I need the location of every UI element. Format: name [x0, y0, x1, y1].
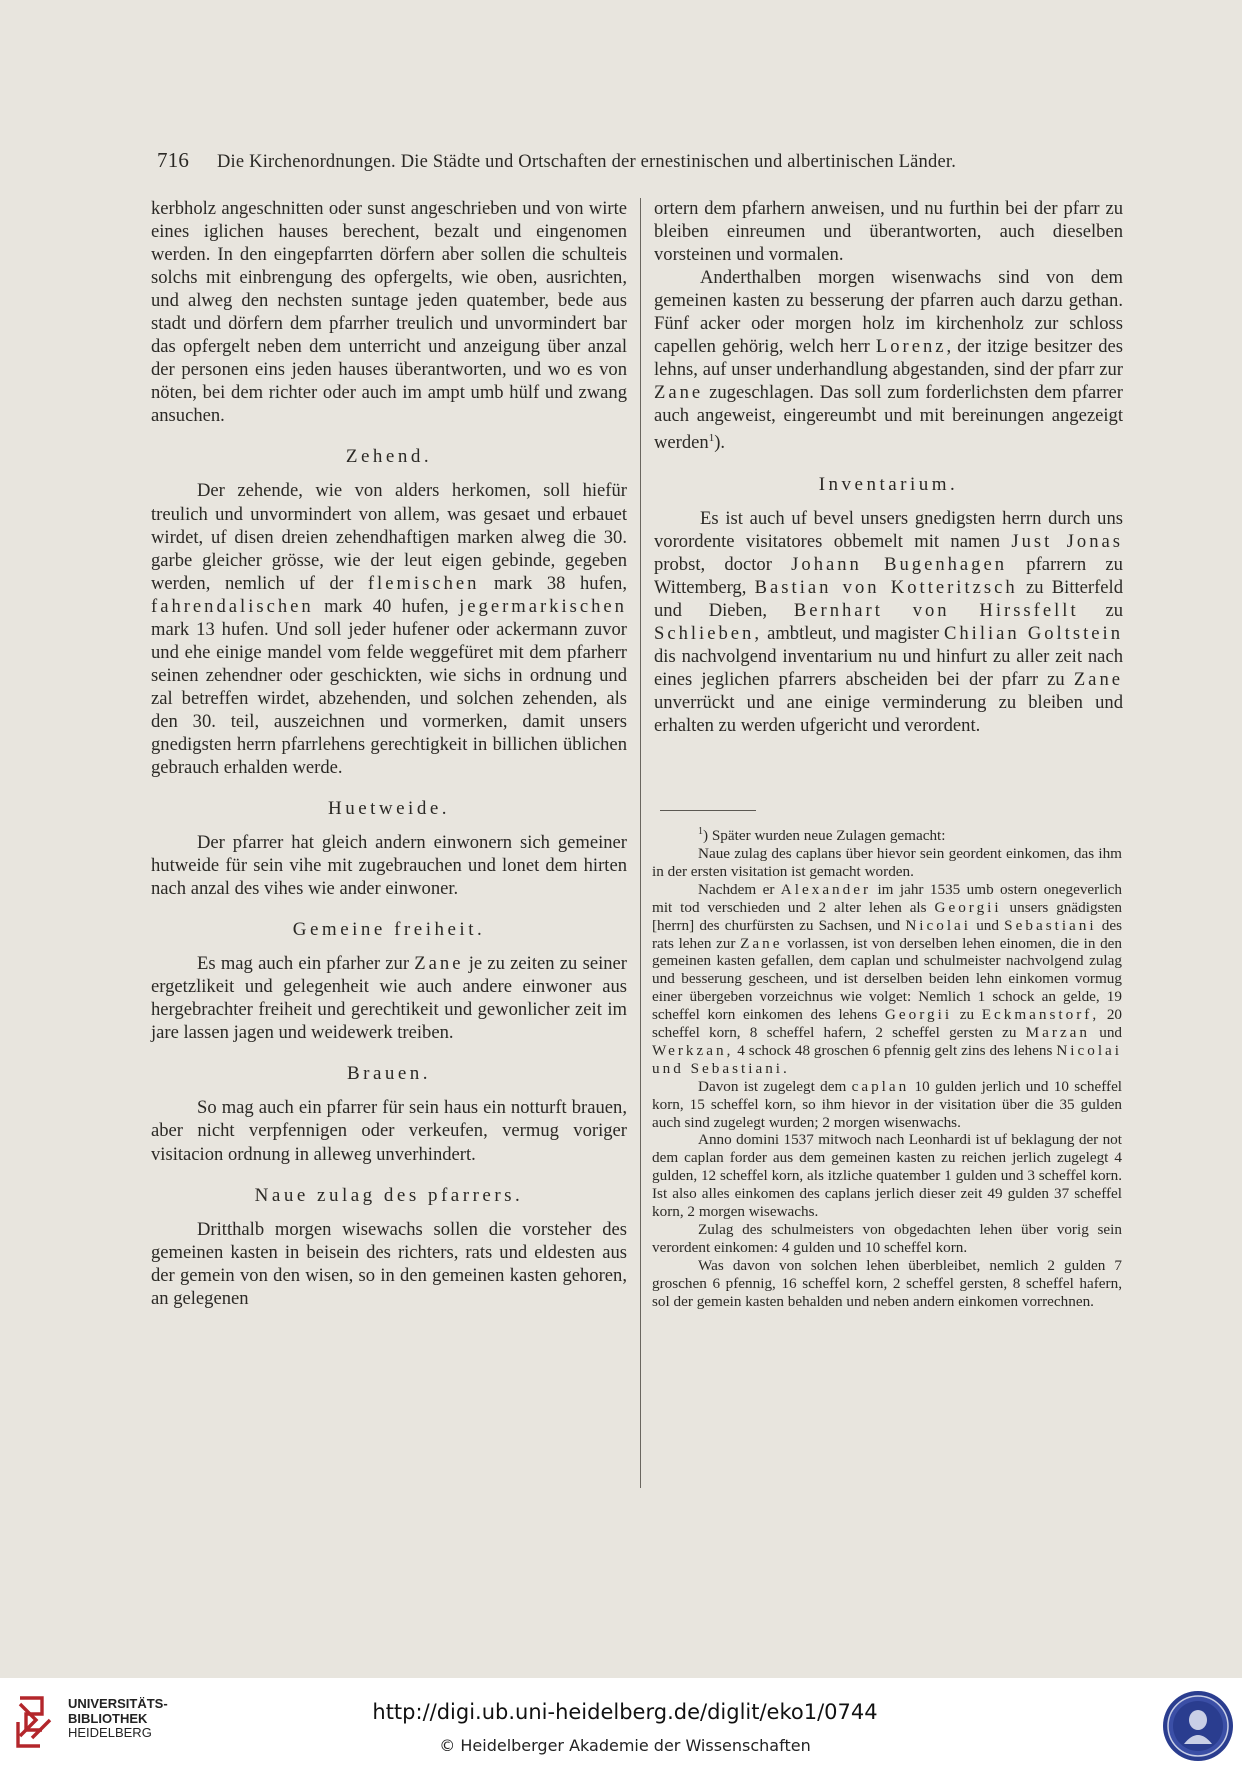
logo-line: BIBLIOTHEK	[68, 1710, 148, 1726]
right-column	[654, 197, 1123, 737]
footnote-line: Nachdem er Alexander im jahr 1535 umb ostern onegeverlich mit tod verschieden und 2 alter lehen als Georgii unsers gnädigsten [herrn] des churfürsten zu Sachsen, und Nicolai und Sebastiani des rats lehen zur Zane vorlassen, ist von derselben lehen einomen, die in den gemeinen kasten gefallen, dem caplan und schulmeister nachvolgend zulag und besserung gescheen, und ist derselben beiden lehn einkomen vormug einer übergeben vorzeichnus wie volget: Nemlich 1 schock an gelde, 19 scheffel korn einkomen des lehens Georgii zu Eckmanstorf, 20 scheffel korn, 8 scheffel hafern, 2 scheffel gersten zu Marzan und Werkzan, 4 schock 48 groschen 6 pfennig gelt zins des lehens Nicolai und Sebastiani.	[652, 880, 1123, 1077]
column-divider	[640, 198, 641, 1488]
footnote-block	[652, 823, 1122, 1311]
paragraph: Es mag auch ein pfarher zur Zane je zu zeiten zu seiner ergetzlikeit und gelegenheit wie auch andere einwoner aus hergebrachter freiheit und gerechtikeit und gewonlicher zeit im jare lassen jagen und weidewerk treiben.	[151, 953, 627, 1044]
footnote-line: Naue zulag des caplans über hievor sein geordent einkomen, das ihm in der ersten visitation ist gemacht worden.	[652, 844, 1122, 880]
paragraph: Anderthalben morgen wisenwachs sind von dem gemeinen kasten zu besserung der pfarren auch darzu gethan. Fünf acker oder morgen holz im kirchenholz zur schloss capellen gehörig, welch herr Lorenz, der itzige besitzer des lehns, auf unser underhandlung abgestanden, sind der pfarr zur Zane zugeschlagen. Das soll zum forderlichsten dem pfarrer auch angeweist, eingereumbt und mit bereinungen angezeigt werden$^1$).	[654, 267, 1123, 454]
permalink[interactable]: http://digi.ub.uni-heidelberg.de/diglit/eko1/0744	[372, 1700, 878, 1724]
left-column	[151, 197, 627, 1310]
paragraph: Dritthalb morgen wisewachs sollen die vorsteher des gemeinen kasten in beisein des richters, rats und eldesten aus der gemein von den wisen, so in den gemeinen kasten gehoren, an gelegenen	[151, 1218, 627, 1309]
paragraph: Der pfarrer hat gleich andern einwonern sich gemeiner hutweide für sein vihe mit zugebrauchen und lonet dem hirten nach anzal des vihes wie ander einwoner.	[151, 832, 627, 900]
paragraph: Der zehende, wie von alders herkomen, soll hiefür treulich und unvormindert von allem, was gesaet und erbauet wirdet, uf disen dreien zehendhaftigen marken alweg die 30. garbe gleicher grösse, wie der leut eigen gebinde, gegeben werden, nemlich uf der flemischen mark 38 hufen, fahrendalischen mark 40 hufen, jegermarkischen mark 13 hufen. Und soll jeder hufener oder ackermann zuvor und ehe einige mandel vom felde weggefüret mit dem pfarherr seinen zehendner oder geschickten, wie sichs in ordnung und zal betreffen wirdet, abzehenden, und solchen zehenden, als den 30. teil, auszeichnen und vormerken, damit unsers gnedigsten herrn pfarrlehens gerechtigkeit in billichen üblichen gebrauch erhalden werde.	[151, 480, 627, 779]
section-heading-freiheit: Gemeine freiheit.	[292, 919, 486, 941]
footnote-line: Zulag des schulmeisters von obgedachten lehen über vorig sein verordent einkomen: 4 gulden und 10 scheffel korn.	[652, 1221, 1122, 1256]
footnote-line: $^1$) Später wurden neue Zulagen gemacht:	[698, 826, 946, 845]
logo-line: UNIVERSITÄTS-	[68, 1696, 168, 1711]
section-heading-inventarium: Inventarium.	[818, 473, 959, 495]
footnote-line: Was davon von solchen lehen überbleibet, nemlich 2 gulden 7 groschen 6 pfennig, 16 scheffel korn, 2 scheffel gersten, 8 scheffel hafern, sol der gemein kasten behalden und neben andern einkomen vorrechnen.	[652, 1256, 1122, 1310]
copyright-notice: © Heidelberger Akademie der Wissenschaften	[439, 1736, 811, 1755]
footnote-line: Anno domini 1537 mitwoch nach Leonhardi ist uf beklagung der not dem caplan forder aus dem gemeinen kasten zu reichen jerlich zugelegt 4 gulden, 12 scheffel korn, als itzliche quatember 1 gulden und 3 scheffel korn. Ist also alles einkomen des caplans jerlich dieser zeit 49 gulden 37 scheffel korn, 2 morgen wisewachs.	[652, 1131, 1122, 1221]
footnote-line: Davon ist zugelegt dem caplan 10 gulden jerlich und 10 scheffel korn, 15 scheffel korn, so ihm hievor in der visitation über die 35 gulden auch sind zugelegt wurden; 2 morgen wisenwachs.	[652, 1077, 1123, 1131]
ub-heidelberg-logo-icon[interactable]	[12, 1692, 60, 1752]
academy-seal-icon[interactable]	[1160, 1688, 1236, 1764]
section-heading-zehend: Zehend.	[345, 446, 433, 468]
section-heading-huetweide: Huetweide.	[327, 798, 451, 820]
running-header	[157, 148, 1070, 173]
paragraph: Es ist auch uf bevel unsers gnedigsten herrn durch uns vorordente visitatores obbemelt mit namen Just Jonas probst, doctor Johann Bugenhagen pfarrern zu Wittemberg, Bastian von Kotteritzsch zu Bitterfeld und Dieben, Bernhart von Hirssfellt zu Schlieben, ambtleut, und magister Chilian Goltstein dis nachvolgend inventarium nu und hinfurt zu aller zeit nach eines jeglichen pfarrers abscheiden bei der pfarr zu Zane unverrückt und ane einige verminderung zu bleiben und erhalten zu werden ufgericht und verordent.	[654, 507, 1124, 737]
section-heading-brauen: Brauen.	[346, 1063, 432, 1085]
paragraph: kerbholz angeschnitten oder sunst angeschrieben und von wirte eines iglichen hauses berechent, bezalt und eingenomen werden. In den eingepfarrten dörfern aber sollen die schulteis solchs mit einbrengung des opfergelts, wie oben, ausrichten, und alweg den nechsten suntage jeden quatember, bede aus stadt und dörfern dem pfarrher treulich und unvormindert bar das opfergelt neben dem unterricht und anzeigung über anzal der personen eins jeden hauses überantworten, und wo es von nöten, bei dem richter oder auch im ampt umb hülf und zwang ansuchen.	[151, 198, 627, 427]
footnote-separator	[660, 810, 756, 811]
library-logo-text[interactable]	[68, 1697, 198, 1741]
page-number: 716	[157, 148, 190, 172]
paragraph: ortern dem pfarhern anweisen, und nu furthin bei der pfarr zu bleiben einreumen und überantworten, auch dieselben vorsteinen und vormalen.	[654, 198, 1123, 266]
section-heading-naue-zulag: Naue zulag des pfarrers.	[254, 1184, 524, 1206]
logo-line: HEIDELBERG	[68, 1725, 152, 1740]
running-title: Die Kirchenordnungen. Die Städte und Ortschaften der ernestinischen und albertinischen Länder.	[217, 152, 957, 172]
footnote-ref: 1	[708, 432, 715, 445]
paragraph: So mag auch ein pfarrer für sein haus ein notturft brauen, aber nicht verpfennigen oder verkeufen, vermug voriger visitacion ordnung in alleweg unverhindert.	[151, 1097, 627, 1165]
